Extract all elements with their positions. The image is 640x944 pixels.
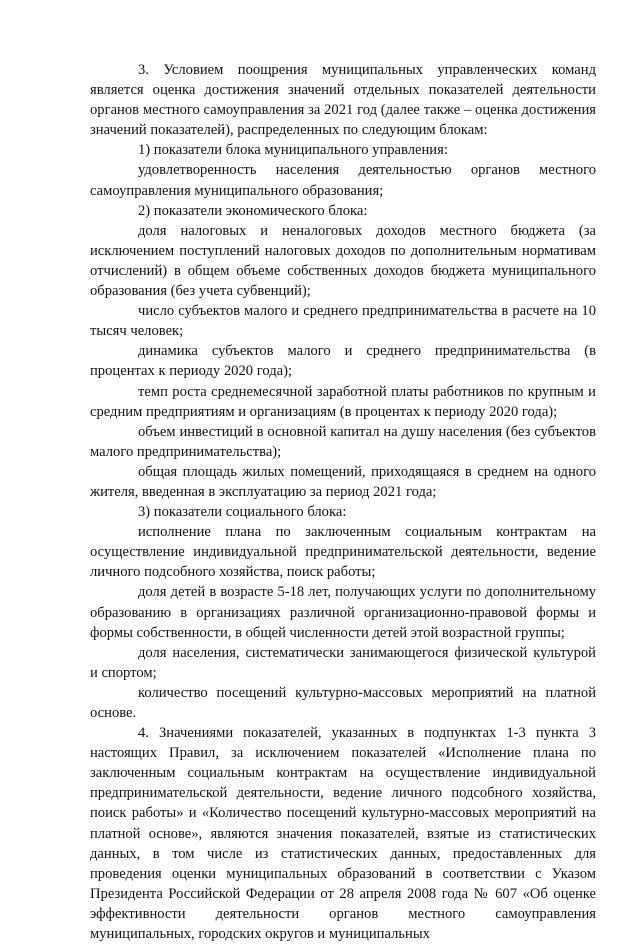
paragraph-cultural-events-indicator: количество посещений культурно-массовых мероприятий на платной основе. (90, 684, 596, 721)
paragraph-social-block-heading: 3) показатели социального блока: (138, 504, 347, 521)
paragraph-children-education-indicator: доля детей в возрасте 5-18 лет, получающих услуги по дополнительному образованию в организациях различной организационно-правовой формы и формы собственности, в общей численности детей этой возрастной группы; (90, 584, 596, 641)
paragraph-tax-revenue-indicator: доля налоговых и неналоговых доходов местного бюджета (за исключением поступлений налоговых доходов по дополнительным нормативам отчислений) в общем объеме собственных доходов бюджета муниципального образования (без учета субвенций); (90, 222, 596, 300)
paragraph-satisfaction-indicator: удовлетворенность населения деятельностью органов местного самоуправления муниципального образования; (90, 162, 596, 199)
paragraph-item-4-values: 4. Значениями показателей, указанных в подпунктах 1-3 пункта 3 настоящих Правил, за исключением показателей «Исполнение плана по заключенным социальным контрактам на осуществление индивидуальной предпринимательской деятельности, ведение личного подсобного хозяйства, поиск работы» и «Количество посещений культурно-массовых мероприятий на платной основе», являются значения показателей, взятые из статистических данных, в том числе из статистических данных, предоставленных для проведения оценки муниципальных образований в соответствии с Указом Президента Российской Федерации от 28 апреля 2008 года № 607 «Об оценке эффективности деятельности органов местного самоуправления муниципальных, городских округов и муниципальных (90, 725, 596, 943)
paragraph-investment-indicator: объем инвестиций в основной капитал на душу населения (без субъектов малого предпринимательства); (90, 423, 596, 460)
paragraph-sports-indicator: доля населения, систематически занимающегося физической культурой и спортом; (90, 644, 596, 681)
paragraph-economic-block-heading: 2) показатели экономического блока: (138, 202, 368, 219)
paragraph-sme-dynamics-indicator: динамика субъектов малого и среднего предпринимательства (в процентах к периоду 2020 года); (90, 343, 596, 380)
paragraph-housing-indicator: общая площадь жилых помещений, приходящаяся в среднем на одного жителя, введенная в эксплуатацию за период 2021 года; (90, 463, 596, 500)
paragraph-item-3-intro: 3. Условием поощрения муниципальных управленческих команд является оценка достижения значений отдельных показателей деятельности органов местного самоуправления за 2021 год (далее также – оценка достижения значений показателей), распределенных по следующим блокам: (90, 62, 596, 139)
paragraph-social-contracts-indicator: исполнение плана по заключенным социальным контрактам на осуществление индивидуальной предпринимательской деятельности, ведение личного подсобного хозяйства, поиск работы; (90, 524, 596, 581)
document-page (90, 60, 596, 944)
paragraph-municipal-block-heading: 1) показатели блока муниципального управления: (138, 142, 448, 159)
paragraph-wage-growth-indicator: темп роста среднемесячной заработной платы работников по крупным и средним предприятиям и организациям (в процентах к периоду 2020 года); (90, 383, 596, 420)
paragraph-sme-count-indicator: число субъектов малого и среднего предпринимательства в расчете на 10 тысяч человек; (90, 303, 596, 340)
